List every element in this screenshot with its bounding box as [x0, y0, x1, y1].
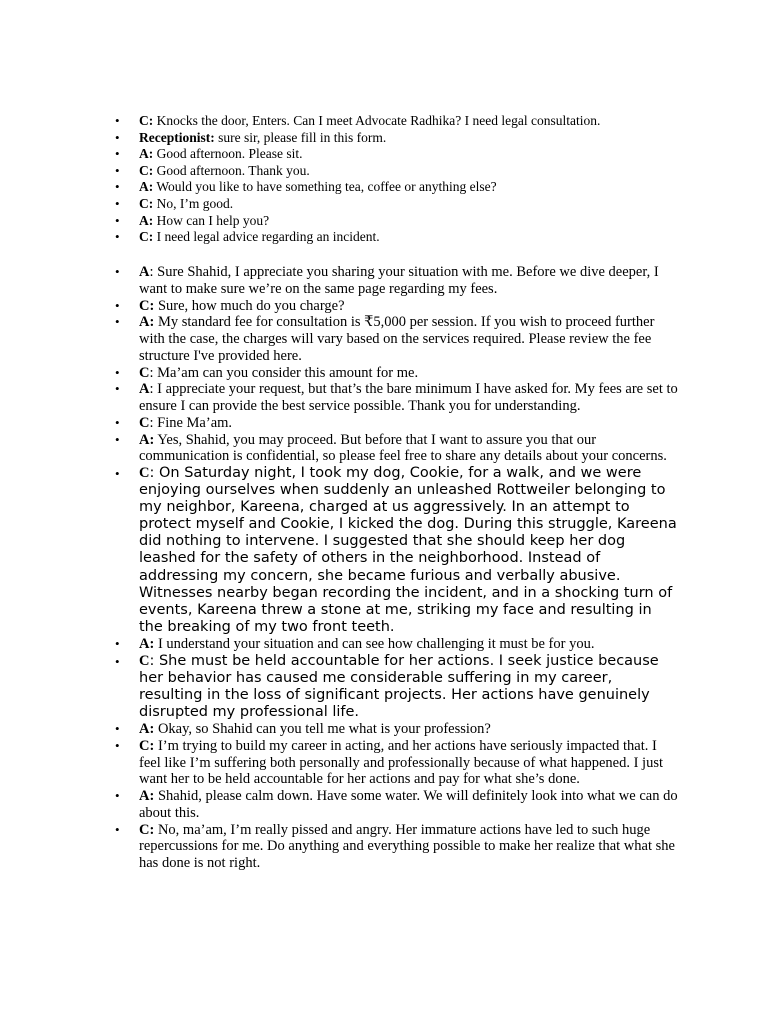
list-item	[139, 298, 679, 315]
list-item	[139, 381, 679, 415]
list-item	[139, 130, 679, 147]
speaker-label: A:	[139, 635, 155, 652]
list-item	[139, 788, 679, 822]
speaker-label: A:	[139, 431, 155, 448]
list-item	[139, 822, 679, 872]
list-item	[139, 432, 679, 466]
speaker-label: C	[139, 414, 150, 431]
dialogue-text: : I appreciate your request, but that’s the bare minimum I have asked for. My fees are set to ensure I can provide the best service possible. Thank you for understanding.	[139, 381, 678, 414]
dialogue-text: Good afternoon. Please sit.	[153, 146, 303, 162]
speaker-label: A:	[139, 314, 155, 331]
dialogue-text: How can I help you?	[153, 212, 270, 228]
speaker-label: C:	[139, 195, 154, 211]
list-item	[139, 213, 679, 230]
list-item	[139, 365, 679, 382]
list-item	[139, 636, 679, 653]
dialogue-text: My standard fee for consultation is ₹5,000 per session. If you wish to proceed further with the case, the charges will vary based on the services required. Please review the fee structure I've provided here.	[139, 314, 655, 364]
speaker-label: A:	[139, 146, 154, 162]
dialogue-text: I need legal advice regarding an incident.	[153, 229, 380, 245]
dialogue-text: : She must be held accountable for her actions. I seek justice because her behavior has caused me considerable suffering in my career, resulting in the loss of significant projects. Her actions have genuinely disrupted my professional life.	[139, 652, 659, 720]
list-item	[139, 314, 679, 364]
list-item	[139, 196, 679, 213]
dialogue-list-intro	[139, 113, 679, 246]
dialogue-text: Okay, so Shahid can you tell me what is your profession?	[154, 721, 491, 738]
list-item	[139, 163, 679, 180]
dialogue-text: Knocks the door, Enters. Can I meet Advocate Radhika? I need legal consultation.	[153, 113, 601, 128]
dialogue-text: Yes, Shahid, you may proceed. But before that I want to assure you that our communication is confidential, so please feel free to share any details about your concerns.	[139, 431, 667, 465]
speaker-label: C:	[139, 297, 155, 314]
speaker-label: A:	[139, 788, 155, 805]
speaker-label: A:	[139, 721, 155, 738]
speaker-label: A	[139, 264, 150, 280]
dialogue-text: No, ma’am, I’m really pissed and angry. Her immature actions have led to such huge repercussions for me. Do anything and everything possible to make her realize that what she has done is not right.	[139, 821, 675, 872]
list-item	[139, 146, 679, 163]
dialogue-text: sure sir, please fill in this form.	[214, 129, 387, 145]
list-item	[139, 465, 679, 636]
dialogue-text: Shahid, please calm down. Have some water. We will definitely look into what we can do about this.	[139, 788, 678, 821]
dialogue-list-consultation	[139, 264, 679, 872]
dialogue-text: No, I’m good.	[153, 195, 234, 211]
dialogue-text: I understand your situation and can see how challenging it must be for you.	[154, 635, 595, 652]
list-item	[139, 179, 679, 196]
speaker-label: C:	[139, 162, 154, 178]
speaker-label: C	[139, 364, 150, 381]
dialogue-text: Sure, how much do you charge?	[154, 297, 345, 314]
speaker-label: A:	[139, 179, 154, 195]
list-item	[139, 113, 679, 130]
dialogue-text: Good afternoon. Thank you.	[153, 162, 310, 178]
list-item	[139, 653, 679, 721]
list-item	[139, 415, 679, 432]
dialogue-text: Would you like to have something tea, coffee or anything else?	[153, 179, 497, 195]
dialogue-text: : Fine Ma’am.	[149, 414, 233, 431]
speaker-label: A	[139, 381, 150, 398]
dialogue-text: : Ma’am can you consider this amount for me.	[149, 364, 419, 381]
speaker-label: C:	[139, 821, 155, 838]
list-item	[139, 264, 679, 298]
dialogue-text: : On Saturday night, I took my dog, Cookie, for a walk, and we were enjoying ourselves when suddenly an unleashed Rottweiler belonging to my neighbor, Kareena, charged at us aggressively. In an attempt to protect myself and Cookie, I kicked the dog. During this struggle, Kareena did nothing to intervene. I suggested that she should keep her dog leashed for the safety of others in the neighborhood. Instead of addressing my concern, she became furious and verbally abusive. Witnesses nearby began recording the incident, and in a shocking turn of events, Kareena threw a stone at me, striking my face and resulting in the breaking of my two front teeth.	[139, 465, 677, 635]
list-item	[139, 738, 679, 788]
speaker-label: C:	[139, 229, 154, 245]
speaker-label: Receptionist:	[139, 129, 215, 145]
speaker-label: C	[139, 465, 150, 481]
speaker-label: C:	[139, 113, 154, 128]
list-item	[139, 721, 679, 738]
list-item	[139, 229, 679, 246]
speaker-label: C	[139, 652, 150, 669]
speaker-label: C:	[139, 737, 155, 754]
dialogue-text: I’m trying to build my career in acting, and her actions have seriously impacted that. I feel like I’m suffering both personally and professionally because of what happened. I just want her to be held accountable for her actions and pay for what she’s done.	[139, 737, 663, 788]
dialogue-text: : Sure Shahid, I appreciate you sharing your situation with me. Before we dive deeper, I want to make sure we’re on the same page regarding my fees.	[139, 264, 659, 297]
speaker-label: A:	[139, 212, 154, 228]
